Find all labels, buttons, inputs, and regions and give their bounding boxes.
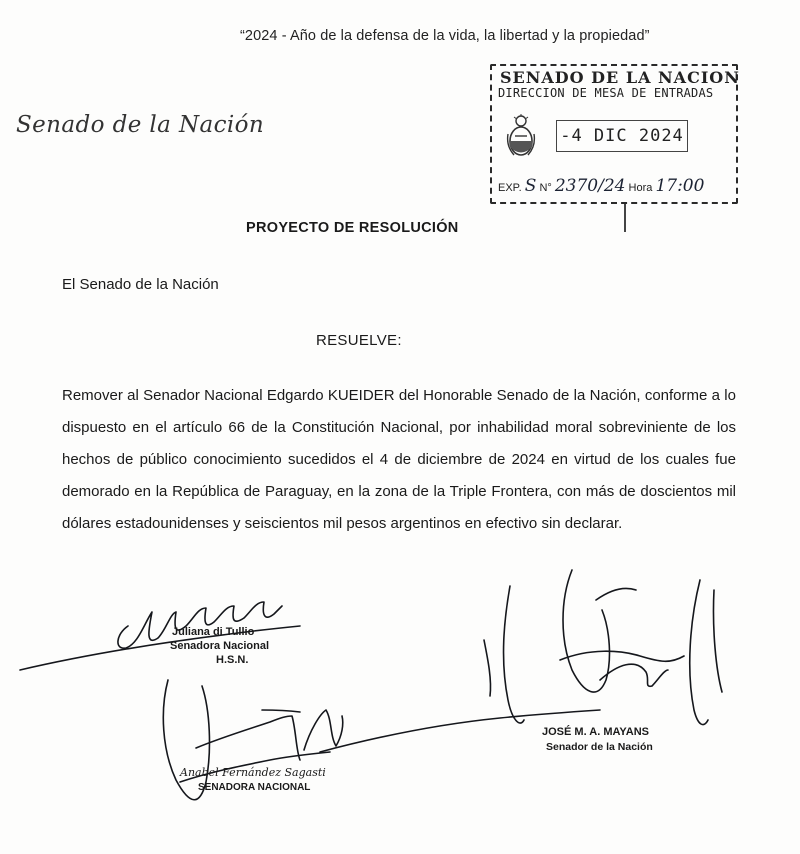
stamp-number-value: 2370/24 bbox=[554, 176, 626, 196]
stamp-number-label: N° bbox=[539, 182, 552, 194]
stamp-title: SENADO DE LA NACION bbox=[500, 68, 740, 87]
addressee: El Senado de la Nación bbox=[62, 276, 219, 293]
coat-of-arms-icon bbox=[506, 114, 536, 158]
signer-1-suffix: H.S.N. bbox=[216, 654, 249, 666]
stamp-subtitle: DIRECCION DE MESA DE ENTRADAS bbox=[498, 86, 714, 100]
signer-2-name: Anabel Fernández Sagasti bbox=[180, 766, 326, 779]
resolution-body: Remover al Senador Nacional Edgardo KUEIDER del Honorable Senado de la Nación, conforme a lo dispuesto en el artículo 66 de la Constitución Nacional, por inhabilidad moral sobreviniente de los hechos de público conocimiento sucedidos el 4 de diciembre de 2024 en virtud de los cuales fue demorado en la República de Paraguay, en la zona de la Triple Frontera, con más de doscientos mil dólares estadounidenses y seiscientos mil pesos argentinos en efectivo sin declarar. bbox=[62, 387, 736, 532]
signer-1-name: Juliana di Tullio bbox=[172, 626, 255, 638]
stamp-mark bbox=[624, 204, 626, 232]
handwritten-signatures bbox=[0, 560, 800, 854]
stamp-hora-value: 17:00 bbox=[655, 176, 705, 196]
stamp-exp-label: EXP. bbox=[498, 182, 522, 194]
stamp-date: -4 DIC 2024 bbox=[556, 120, 688, 152]
signer-3-name: JOSÉ M. A. MAYANS bbox=[542, 726, 649, 738]
year-motto: “2024 - Año de la defensa de la vida, la libertad y la propiedad” bbox=[240, 28, 650, 44]
signer-1-title: Senadora Nacional bbox=[170, 640, 270, 652]
stamp-hora-label: Hora bbox=[628, 182, 653, 194]
signatures-area bbox=[0, 560, 800, 854]
resolves-heading: RESUELVE: bbox=[316, 332, 402, 349]
stamp-file-line bbox=[498, 176, 704, 196]
reception-stamp bbox=[490, 64, 738, 204]
document-title: PROYECTO DE RESOLUCIÓN bbox=[246, 220, 459, 236]
letterhead: Senado de la Nación bbox=[16, 112, 265, 138]
stamp-exp-series: S bbox=[524, 176, 537, 196]
signer-2-title: SENADORA NACIONAL bbox=[198, 782, 311, 793]
signer-3-title: Senador de la Nación bbox=[546, 741, 653, 753]
